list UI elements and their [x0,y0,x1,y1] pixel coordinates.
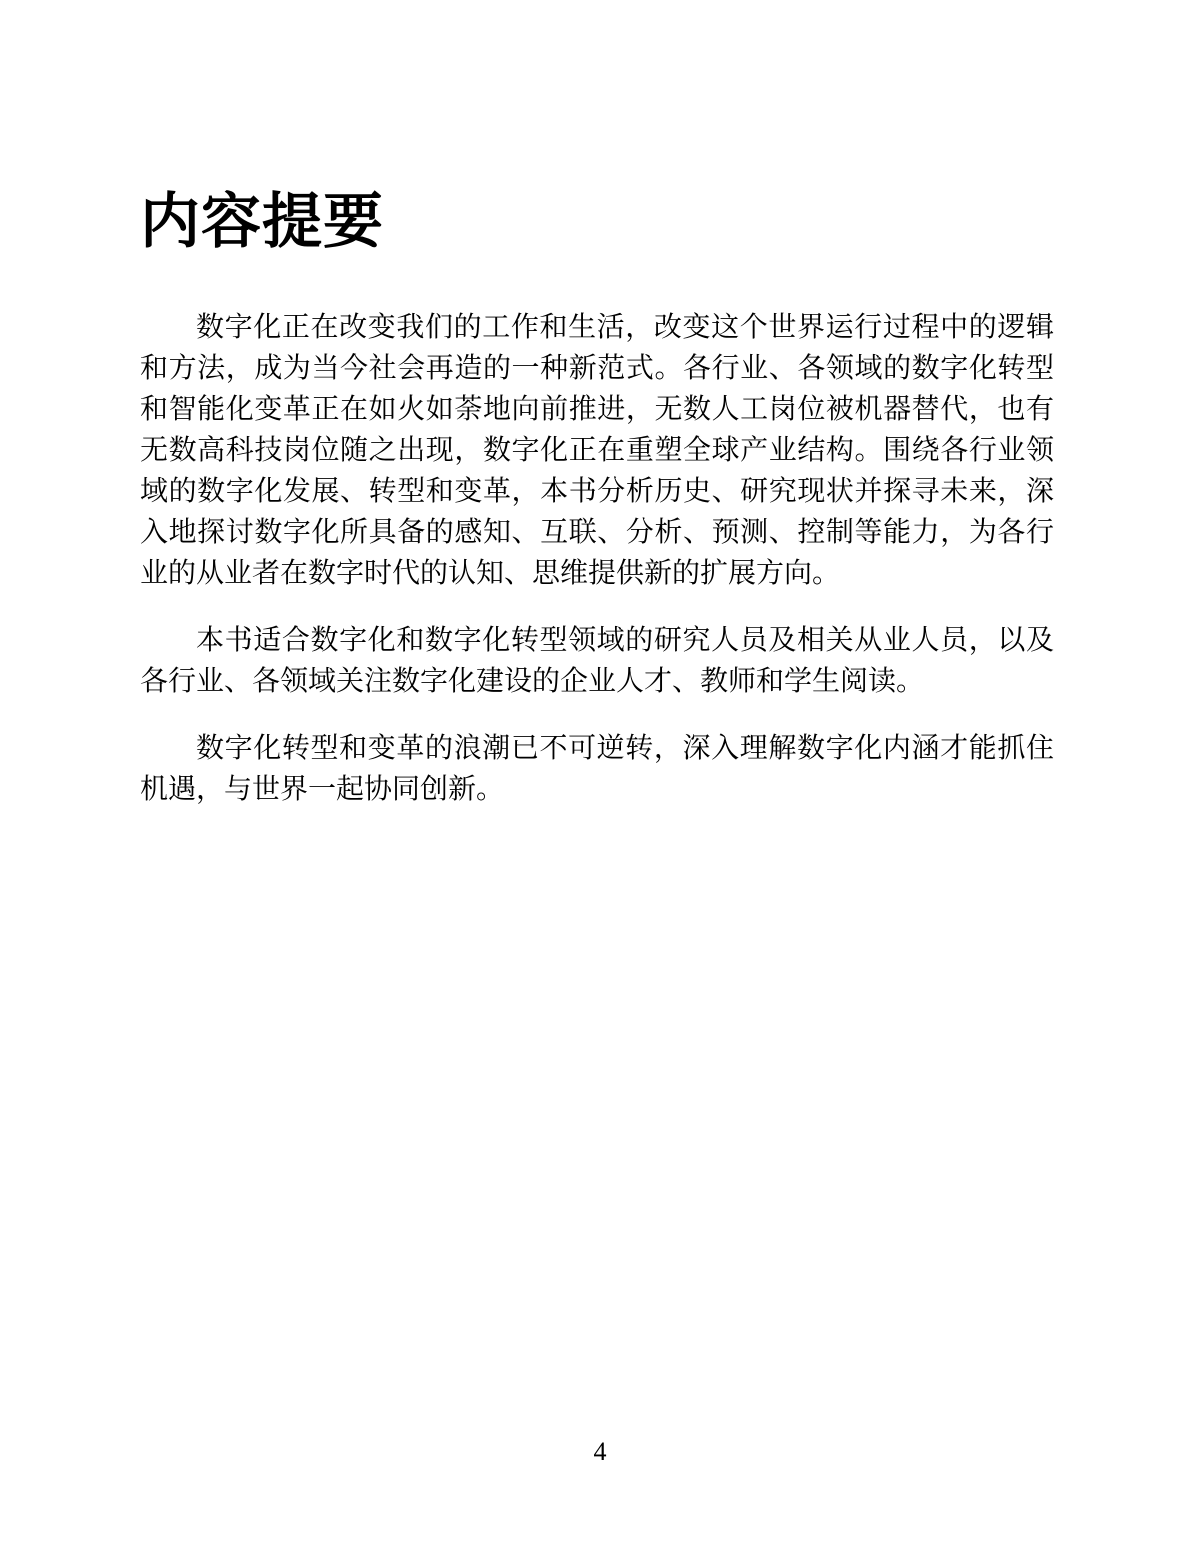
summary-paragraph-3: 数字化转型和变革的浪潮已不可逆转，深入理解数字化内涵才能抓住机遇，与世界一起协同创新。 [140,731,1054,805]
summary-body [140,306,1054,835]
page-title: 内容提要 [140,187,384,257]
summary-paragraph-2: 本书适合数字化和数字化转型领域的研究人员及相关从业人员，以及各行业、各领域关注数字化建设的企业人才、教师和学生阅读。 [140,623,1054,697]
page-number: 4 [593,1437,607,1466]
summary-paragraph-1: 数字化正在改变我们的工作和生活，改变这个世界运行过程中的逻辑和方法，成为当今社会再造的一种新范式。各行业、各领域的数字化转型和智能化变革正在如火如荼地向前推进，无数人工岗位被机器替代，也有无数高科技岗位随之出现，数字化正在重塑全球产业结构。围绕各行业领域的数字化发展、转型和变革，本书分析历史、研究现状并探寻未来，深入地探讨数字化所具备的感知、互联、分析、预测、控制等能力，为各行业的从业者在数字时代的认知、思维提供新的扩展方向。 [140,310,1054,589]
